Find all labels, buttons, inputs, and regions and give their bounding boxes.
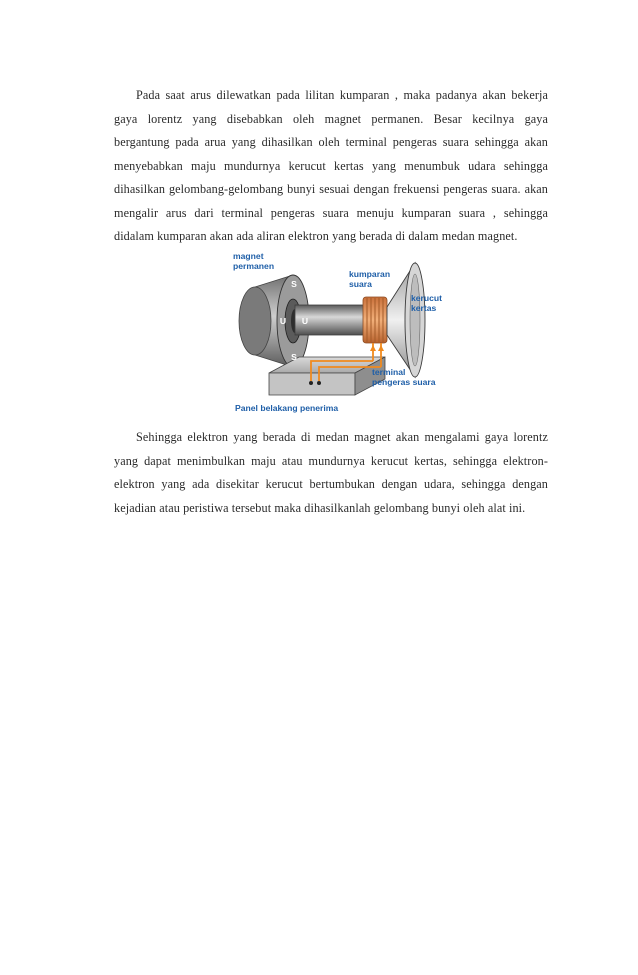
- paragraph-line: elektron yang ada disekitar kerucut bertumbukan dengan udara, sehingga dengan: [114, 477, 548, 491]
- pole-label-s-bottom: S: [291, 352, 297, 362]
- pole-label-u-left: U: [279, 316, 287, 326]
- pole-label-s-top: S: [291, 279, 297, 289]
- paragraph-line: yang dapat menimbulkan maju atau mundurnya kerucut kertas, sehingga elektron-: [114, 453, 548, 468]
- label-kumparan: kumparan: [349, 269, 391, 279]
- paragraph-sound-production: [114, 426, 548, 520]
- paragraph-lorentz-force: [114, 84, 548, 249]
- paragraph-line: Sehingga elektron yang berada di medan magnet akan mengalami gaya lorentz: [136, 430, 548, 444]
- label-suara: suara: [349, 279, 372, 289]
- paragraph-line: bergantung pada arua yang dihasilkan oleh terminal pengeras suara sehingga akan: [114, 135, 548, 149]
- pole-label-u-right: U: [301, 316, 309, 326]
- paragraph-line: mengalir arus dari terminal pengeras suara menuju kumparan suara , sehingga: [114, 205, 548, 220]
- label-pengeras-suara: pengeras suara: [372, 377, 436, 387]
- paragraph-line: didalam kumparan akan ada aliran elektron yang berada di dalam medan magnet.: [114, 229, 518, 243]
- paragraph-line: Pada saat arus dilewatkan pada lilitan kumparan , maka padanya akan bekerja: [136, 88, 548, 102]
- loudspeaker-diagram-svg: [225, 245, 461, 421]
- label-terminal: terminal: [372, 367, 406, 377]
- label-kertas: kertas: [411, 303, 437, 313]
- loudspeaker-diagram: [225, 245, 461, 421]
- label-permanen: permanen: [233, 261, 275, 271]
- paragraph-line: dihasilkan gelombang-gelombang bunyi sesuai dengan frekuensi pengeras suara. akan: [114, 182, 548, 196]
- paragraph-line: gaya lorentz yang disebabkan oleh magnet permanen. Besar kecilnya gaya: [114, 111, 548, 126]
- label-panel-belakang: Panel belakang penerima: [235, 403, 339, 413]
- paper-cone: [387, 263, 425, 377]
- label-kerucut: kerucut: [411, 293, 443, 303]
- paragraph-line: kejadian atau peristiwa tersebut maka dihasilkanlah gelombang bunyi oleh alat ini.: [114, 500, 526, 515]
- voice-coil: [363, 297, 387, 343]
- paragraph-line: menyebabkan maju mundurnya kerucut kertas yang menumbuk udara sehingga: [114, 158, 548, 173]
- label-magnet: magnet: [233, 251, 264, 261]
